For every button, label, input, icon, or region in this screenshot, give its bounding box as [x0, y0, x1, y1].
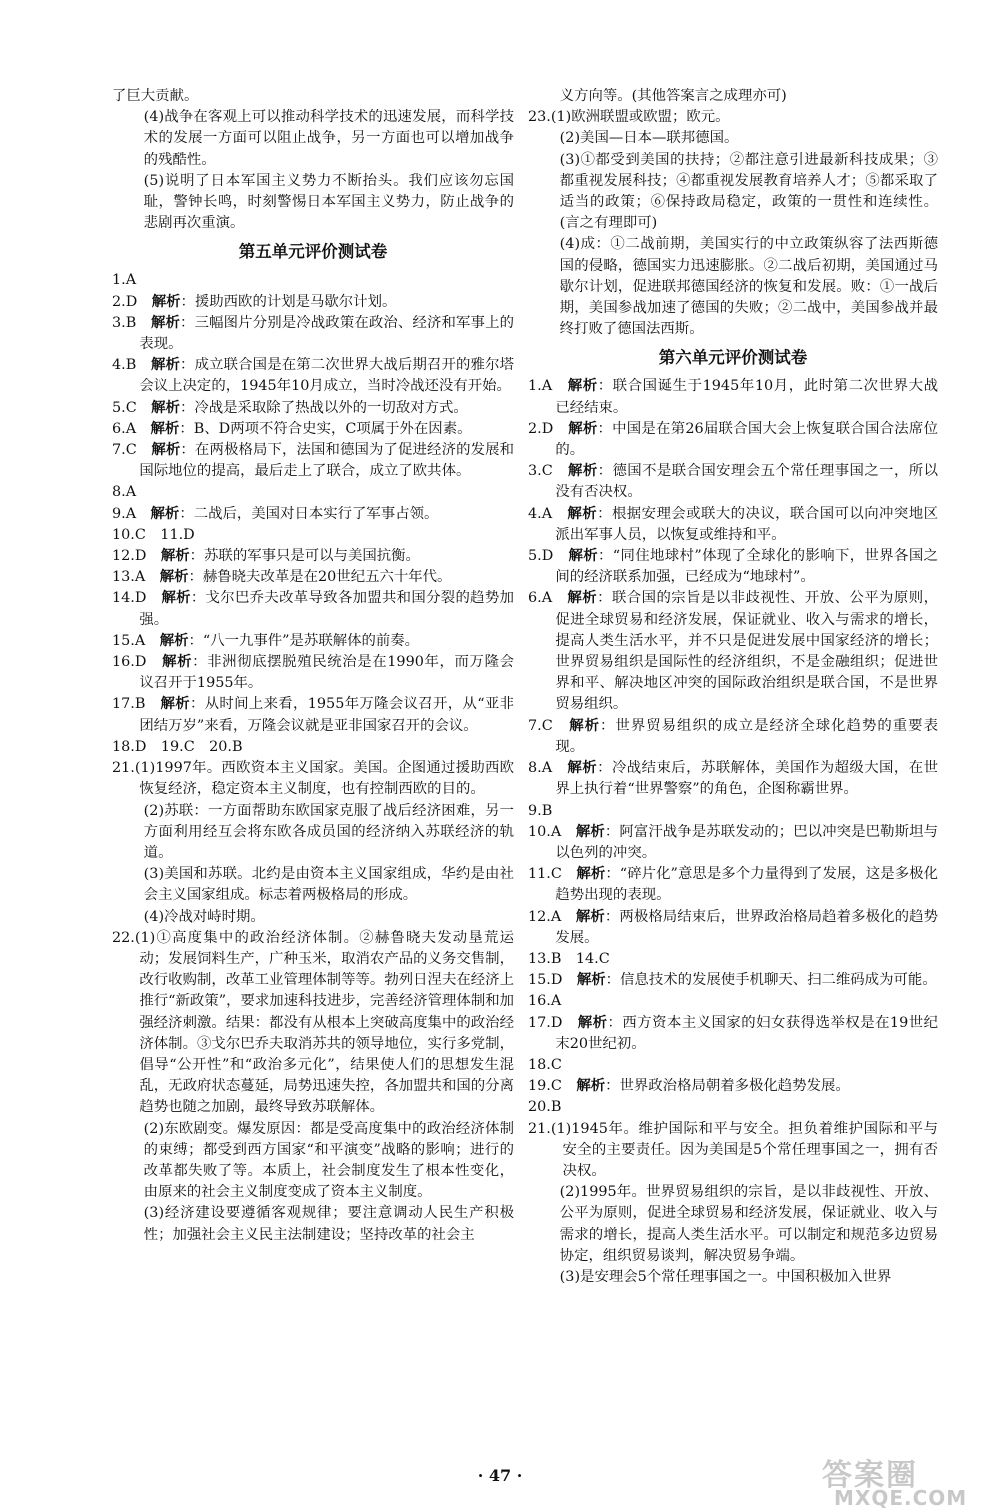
answer-item [528, 864, 938, 906]
answer-item [112, 313, 514, 355]
right-top-2: (2)美国—日本—联邦德国。 [559, 130, 739, 147]
analysis-label: 解析 [161, 590, 191, 607]
answer-number: 11.C [528, 866, 562, 883]
answer-item [528, 461, 938, 503]
answer-item [112, 482, 514, 503]
analysis-label: 解析 [151, 399, 180, 416]
answer-number: 3.B [112, 314, 137, 331]
analysis-text: ：“八一九事件”是苏联解体的前奏。 [188, 632, 420, 649]
analysis-text: ：根据安理会或联大的决议，联合国可以向冲突地区派出军事人员，以恢复或维持和平。 [555, 505, 938, 543]
answer-number: 3.C [528, 463, 553, 480]
page-number: · 47 · [477, 1466, 523, 1485]
answer-item [528, 991, 938, 1012]
answer-item [528, 419, 938, 461]
answer-item [528, 949, 938, 970]
analysis-label: 解析 [160, 548, 190, 565]
answer-number: 9.A [112, 505, 137, 522]
left-top-1: (4)战争在客观上可以推动科学技术的迅速发展，而科学技术的发展一方面可以阻止战争，另一方面也可以增加战争的残酷性。 [143, 109, 514, 168]
right-column [528, 86, 938, 1288]
answer-number: 18.D 19.C 20.B [112, 738, 243, 755]
analysis-label: 解析 [576, 866, 606, 883]
answer-item [112, 652, 514, 694]
unit5-q22-part3: (3)经济建设要遵循客观规律；要注意调动人民生产积极性；加强社会主义民主法制建设；坚持改革的社会主 [143, 1205, 514, 1243]
analysis-text: ：非洲彻底摆脱殖民统治是在1990年，而万隆会议召开于1955年。 [139, 654, 514, 692]
analysis-label: 解析 [568, 420, 598, 437]
analysis-label: 解析 [162, 654, 193, 671]
answer-item [112, 525, 514, 546]
analysis-label: 解析 [150, 420, 180, 437]
answer-item [112, 504, 514, 525]
answer-number: 4.A [528, 505, 553, 522]
answer-item [528, 588, 938, 715]
analysis-text: ：成立联合国是在第二次世界大战后期召开的雅尔塔会议上决定的，1945年10月成立，当时冷战还没有开始。 [139, 357, 514, 395]
answer-number: 6.A [112, 420, 137, 437]
answer-number: 10.C 11.D [112, 526, 195, 543]
answer-item [528, 822, 938, 864]
answer-item [112, 270, 514, 291]
answer-item [528, 504, 938, 546]
analysis-label: 解析 [150, 357, 181, 374]
analysis-text: ：德国不是联合国安理会五个常任理事国之一，所以没有否决权。 [555, 463, 938, 501]
analysis-text: ：中国是在第26届联合国大会上恢复联合国合法席位的。 [555, 420, 938, 459]
answer-item [528, 801, 938, 822]
left-top-0: 了巨大贡献。 [112, 88, 199, 104]
analysis-label: 解析 [567, 378, 598, 395]
answer-number: 5.C [112, 399, 137, 416]
answer-number: 16.A [528, 993, 562, 1010]
answer-number: 8.A [112, 484, 137, 501]
analysis-text: ：“同住地球村”体现了全球化的影响下，世界各国之间的经济联系加强，已经成为“地球村”。 [555, 548, 938, 586]
answer-number: 6.A [528, 590, 553, 607]
analysis-text: ：从时间上来看，1955年万隆会议召开，从“亚非团结万岁”来看，万隆会议就是亚非国家召开的会议。 [139, 696, 514, 734]
answer-item [528, 758, 938, 800]
answer-number: 17.B [112, 696, 146, 713]
analysis-text: ：三幅图片分别是冷战政策在政治、经济和军事上的表现。 [139, 314, 514, 353]
answer-item [112, 567, 514, 588]
unit5-q21-part2: (2)苏联：一方面帮助东欧国家克服了战后经济困难，另一方面利用经互会将东欧各成员国的经济纳入苏联经济的轨道。 [143, 802, 514, 861]
analysis-label: 解析 [151, 293, 181, 310]
answer-item [528, 970, 938, 991]
answer-item [528, 546, 938, 588]
answer-item [112, 419, 514, 440]
answer-item [112, 546, 514, 567]
answer-item [112, 398, 514, 419]
answer-number: 1.A [528, 378, 553, 395]
answer-item [112, 355, 514, 397]
answer-number: 13.A [112, 569, 146, 586]
answer-item [528, 1076, 938, 1097]
answer-number: 2.D [528, 420, 554, 437]
analysis-text: ：苏联的军事只是可以与美国抗衡。 [189, 548, 420, 565]
analysis-label: 解析 [575, 823, 605, 840]
section-title-unit6: 第六单元评价测试卷 [658, 348, 808, 368]
analysis-label: 解析 [567, 590, 598, 607]
analysis-label: 解析 [568, 548, 598, 565]
unit6-answer-list [528, 376, 938, 1118]
unit5-q21-part3: (3)美国和苏联。北约是由资本主义国家组成，华约是由社会主义国家组成。标志着两极格局的形成。 [143, 866, 514, 904]
answer-number: 9.B [528, 802, 553, 819]
unit5-q22-part1: 22.(1)①高度集中的政治经济体制。②赫鲁晓夫发动垦荒运动；发展饲料生产，广种玉米，取消农产品的义务交售制，改行收购制，改革工业管理体制等等。勃列日涅夫在经济上推行“新政策”，要求加速科技进步，完善经济管理体制和加强经济刺激。结果：都没有从根本上突破高度集中的政治经济体制。③戈尔巴乔夫取消苏共的领导地位，实行多党制，倡导“公开性”和“政治多元化”，结果使人们的思想发生混乱，无政府状态蔓延，局势迅速失控，各加盟共和国的分离趋势也随之加剧，最终导致苏联解体。 [112, 929, 514, 1116]
answer-item [112, 694, 514, 736]
unit6-q21-part1: 21.(1)1945年。维护国际和平与安全。担负着维护国际和平与安全的主要责任。因为美国是5个常任理事国之一，拥有否决权。 [528, 1120, 938, 1179]
analysis-label: 解析 [568, 463, 598, 480]
analysis-text: ：两极格局结束后，世界政治格局趋着多极化的趋势发展。 [555, 908, 938, 946]
unit5-answer-list [112, 270, 514, 758]
analysis-text: ：联合国诞生于1945年10月，此时第二次世界大战已经结束。 [555, 378, 938, 416]
analysis-label: 解析 [150, 314, 181, 331]
analysis-label: 解析 [569, 717, 601, 734]
unit5-q21-part4: (4)冷战对峙时期。 [143, 908, 265, 925]
analysis-label: 解析 [151, 442, 181, 459]
answer-number: 15.A [112, 632, 146, 649]
left-column [112, 86, 514, 1246]
answer-number: 19.C [528, 1078, 562, 1095]
answer-number: 12.D [112, 548, 147, 565]
analysis-label: 解析 [567, 505, 598, 522]
analysis-label: 解析 [577, 1014, 608, 1031]
unit5-q21-part1: 21.(1)1997年。西欧资本主义国家。美国。企图通过援助西欧恢复经济，稳定资本主义制度，也有控制西欧的目的。 [112, 760, 514, 798]
answer-number: 12.A [528, 908, 562, 925]
answer-number: 13.B 14.C [528, 950, 610, 967]
unit5-q22-part2: (2)东欧剧变。爆发原因：都是受高度集中的政治经济体制的束缚；都受到西方国家“和平演变”战略的影响；进行的改革都失败了等。本质上，社会制度发生了根本性变化，由原来的社会主义制度变成了资本主义制度。 [143, 1120, 514, 1201]
section-title-unit5: 第五单元评价测试卷 [238, 242, 388, 262]
analysis-text: ：阿富汗战争是苏联发动的；巴以冲突是巴勒斯坦与以色列的冲突。 [555, 823, 938, 861]
answer-item [528, 716, 938, 758]
right-top-1: 23.(1)欧洲联盟或欧盟；欧元。 [528, 109, 730, 126]
answer-number: 5.D [528, 548, 554, 565]
analysis-label: 解析 [576, 1078, 606, 1095]
answer-item [112, 292, 514, 313]
unit6-q21-part2: (2)1995年。世界贸易组织的宗旨，是以非歧视性、开放、公平为原则，促进全球贸易和经济发展，保证就业、收入与需求的增长，提高人类生活水平。可以制定和规范多边贸易协定，组织贸易谈判，解决贸易争端。 [559, 1184, 938, 1264]
left-top-2: (5)说明了日本军国主义势力不断抬头。我们应该勿忘国耻，警钟长鸣，时刻警惕日本军国主义势力，防止战争的悲剧再次重演。 [143, 172, 514, 232]
analysis-text: ：世界贸易组织的成立是经济全球化趋势的重要表现。 [555, 717, 938, 755]
analysis-text: ：信息技术的发展使手机聊天、扫二维码成为可能。 [605, 972, 937, 989]
answer-number: 20.B [528, 1099, 562, 1116]
analysis-text: ：冷战是采取除了热战以外的一切敌对方式。 [179, 399, 468, 416]
analysis-text: ：二战后，美国对日本实行了军事占领。 [179, 505, 439, 522]
analysis-label: 解析 [160, 696, 190, 713]
analysis-label: 解析 [575, 908, 605, 925]
analysis-label: 解析 [159, 569, 189, 586]
answer-number: 7.C [528, 717, 553, 734]
answer-item [112, 440, 514, 482]
right-top-3: (3)①都受到美国的扶持；②都注意引进最新科技成果；③都重视发展科技；④都重视发展教育培养人才；⑤都采取了适当的政策；⑥保持政局稳定，政策的一贯性和连续性。(言之有理即可) [559, 151, 938, 232]
answer-number: 15.D [528, 972, 563, 989]
analysis-text: ：在两极格局下，法国和德国为了促进经济的发展和国际地位的提高，最后走上了联合，成立了欧共体。 [139, 442, 514, 480]
answer-number: 17.D [528, 1014, 563, 1031]
answer-item [528, 1097, 938, 1118]
analysis-text: ：联合国的宗旨是以非歧视性、开放、公平为原则，促进全球贸易和经济发展，保证就业、收入与需求的增长，提高人类生活水平，并不只是促进发展中国家经济的增长；世界贸易组织是国际性的经济组织，不是金融组织；促进世界和平、解决地区冲突的国际政治组织是联合国，不是世界贸易组织。 [555, 590, 938, 713]
answer-number: 8.A [528, 760, 553, 777]
answer-item [112, 631, 514, 652]
analysis-text: ：冷战结束后，苏联解体，美国作为超级大国，在世界上执行着“世界警察”的角色，企图称霸世界。 [555, 760, 938, 798]
analysis-text: ：B、D两项不符合史实，C项属于外在因素。 [179, 420, 472, 437]
watermark-logo [812, 1450, 992, 1508]
answer-number: 2.D [112, 293, 138, 310]
analysis-text: ：援助西欧的计划是马歇尔计划。 [180, 293, 397, 310]
analysis-text: ：戈尔巴乔夫改革导致各加盟共和国分裂的趋势加强。 [139, 590, 514, 628]
right-top-0: 义方向等。(其他答案言之成理亦可) [559, 88, 787, 104]
answer-item [528, 376, 938, 418]
answer-item [528, 1055, 938, 1076]
analysis-label: 解析 [567, 760, 598, 777]
analysis-text: ：赫鲁晓夫改革是在20世纪五六十年代。 [188, 569, 452, 586]
answer-number: 4.B [112, 357, 137, 374]
analysis-label: 解析 [150, 505, 180, 522]
answer-number: 16.D [112, 654, 147, 671]
answer-number: 18.C [528, 1056, 562, 1073]
answer-number: 7.C [112, 442, 137, 459]
analysis-label: 解析 [159, 632, 189, 649]
right-top-4: (4)成：①二战前期，美国实行的中立政策纵容了法西斯德国的侵略，德国实力迅速膨胀。②二战后初期，美国通过马歇尔计划，促进联邦德国经济的恢复和发展。败：①一战后期，美国参战加速了德国的失败；②二战中，美国参战并最终打败了德国法西斯。 [559, 236, 938, 338]
analysis-text: ：“碎片化”意思是多个力量得到了发展，这是多极化趋势出现的表现。 [555, 866, 938, 904]
watermark-text-url: MXQE.COM [834, 1486, 968, 1510]
analysis-label: 解析 [576, 972, 606, 989]
answer-item [112, 737, 514, 758]
answer-number: 1.A [112, 272, 137, 289]
unit6-q21-part3: (3)是安理会5个常任理事国之一。中国积极加入世界 [559, 1268, 892, 1285]
answer-item [528, 1013, 938, 1055]
answer-item [528, 907, 938, 949]
watermark-text-cn: 答案圈 [822, 1458, 918, 1493]
answer-item [112, 588, 514, 630]
analysis-text: ：西方资本主义国家的妇女获得选举权是在19世纪末20世纪初。 [555, 1014, 938, 1052]
answer-number: 14.D [112, 590, 147, 607]
answer-number: 10.A [528, 823, 562, 840]
analysis-text: ：世界政治格局朝着多极化趋势发展。 [605, 1078, 850, 1095]
